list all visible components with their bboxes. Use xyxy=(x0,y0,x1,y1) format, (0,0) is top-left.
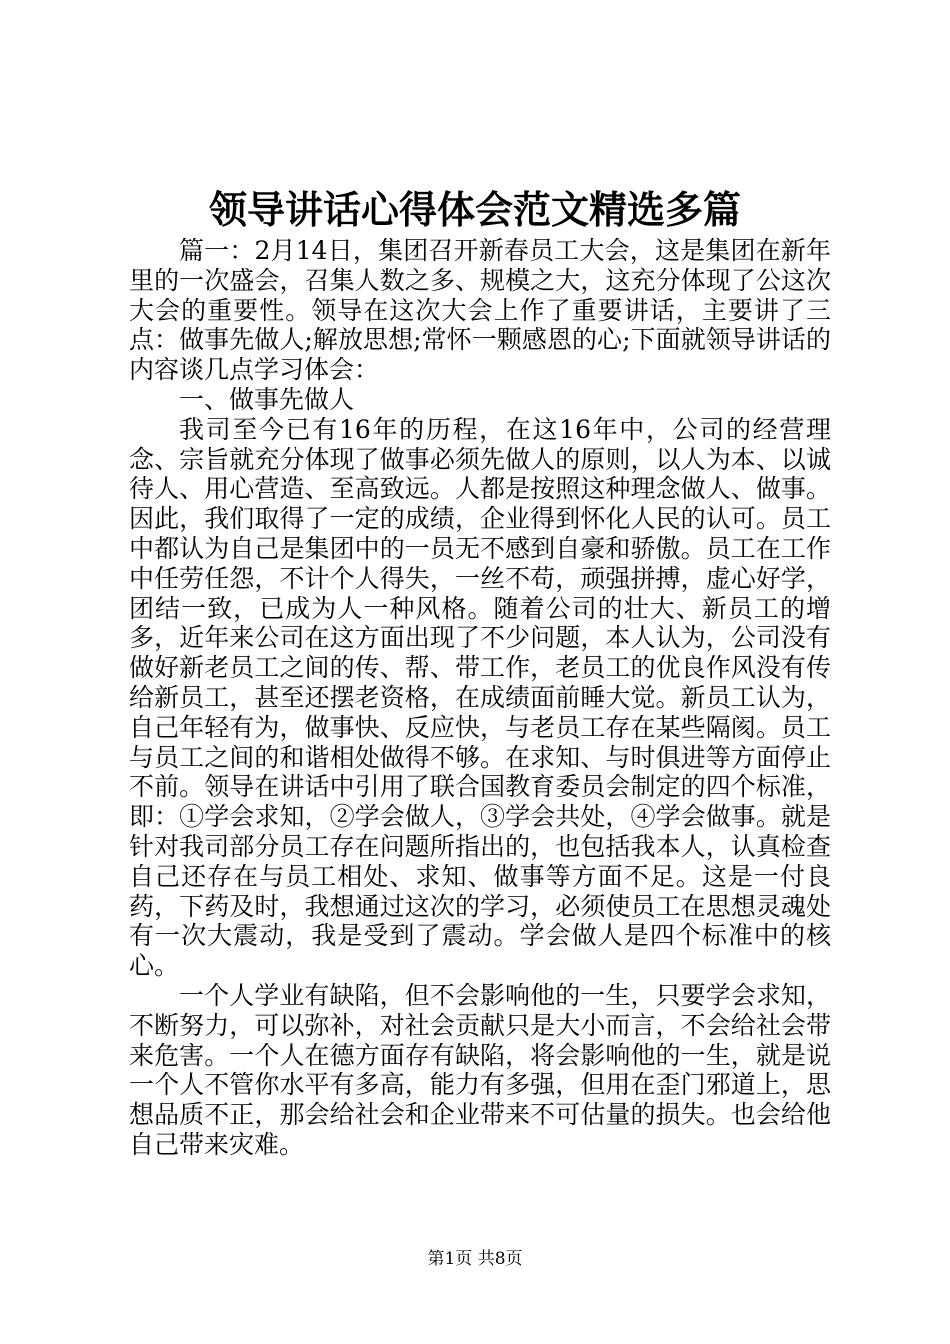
section-heading: 一、做事先做人 xyxy=(179,384,355,414)
paragraph-intro: 篇一：2月14日，集团召开新春员工大会，这是集团在新年里的一次盛会，召集人数之多、规模之大，这充分体现了公这次大会的重要性。领导在这次大会上作了重要讲话，主要讲了三点：做事先做人;解放思想;常怀一颗感恩的心;下面就领导讲话的内容谈几点学习体会： xyxy=(129,236,831,385)
paragraph-main: 我司至今已有16年的历程，在这16年中，公司的经营理念、宗旨就充分体现了做事必须先做人的原则，以人为本、以诚待人、用心营造、至高致远。人都是按照这种理念做人、做事。因此，我们取得了一定的成绩，企业得到怀化人民的认可。员工中都认为自己是集团中的一员无不感到自豪和骄傲。员工在工作中任劳任怨，不计个人得失，一丝不苟，顽强拼搏，虚心好学，团结一致，已成为人一种风格。随着公司的壮大、新员工的增多，近年来公司在这方面出现了不少问题，本人认为，公司没有做好新老员工之间的传、帮、带工作，老员工的优良作风没有传给新员工，甚至还摆老资格，在成绩面前睡大觉。新员工认为，自己年轻有为，做事快、反应快，与老员工存在某些隔阂。员工与员工之间的和谐相处做得不够。在求知、与时俱进等方面停止不前。领导在讲话中引用了联合国教育委员会制定的四个标准，即：①学会求知，②学会做人，③学会共处，④学会做事。就是针对我司部分员工存在问题所指出的，也包括我本人，认真检查自己还存在与员工相处、求知、做事等方面不足。这是一付良药，下药及时，我想通过这次的学习，必须使员工在思想灵魂处有一次大震动，我是受到了震动。学会做人是四个标准中的核心。 xyxy=(129,414,831,981)
paragraph-closing: 一个人学业有缺陷，但不会影响他的一生，只要学会求知，不断努力，可以弥补，对社会贡献只是大小而言，不会给社会带来危害。一个人在德方面存有缺陷，将会影响他的一生，就是说一个人不管你水平有多高，能力有多强，但用在歪门邪道上，思想品质不正，那会给社会和企业带来不可估量的损失。也会给他自己带来灾难。 xyxy=(129,980,831,1159)
page-footer: 第1页 共8页 xyxy=(427,1249,523,1269)
document-title: 领导讲话心得体会范文精选多篇 xyxy=(208,187,741,232)
document-body xyxy=(129,236,831,1160)
